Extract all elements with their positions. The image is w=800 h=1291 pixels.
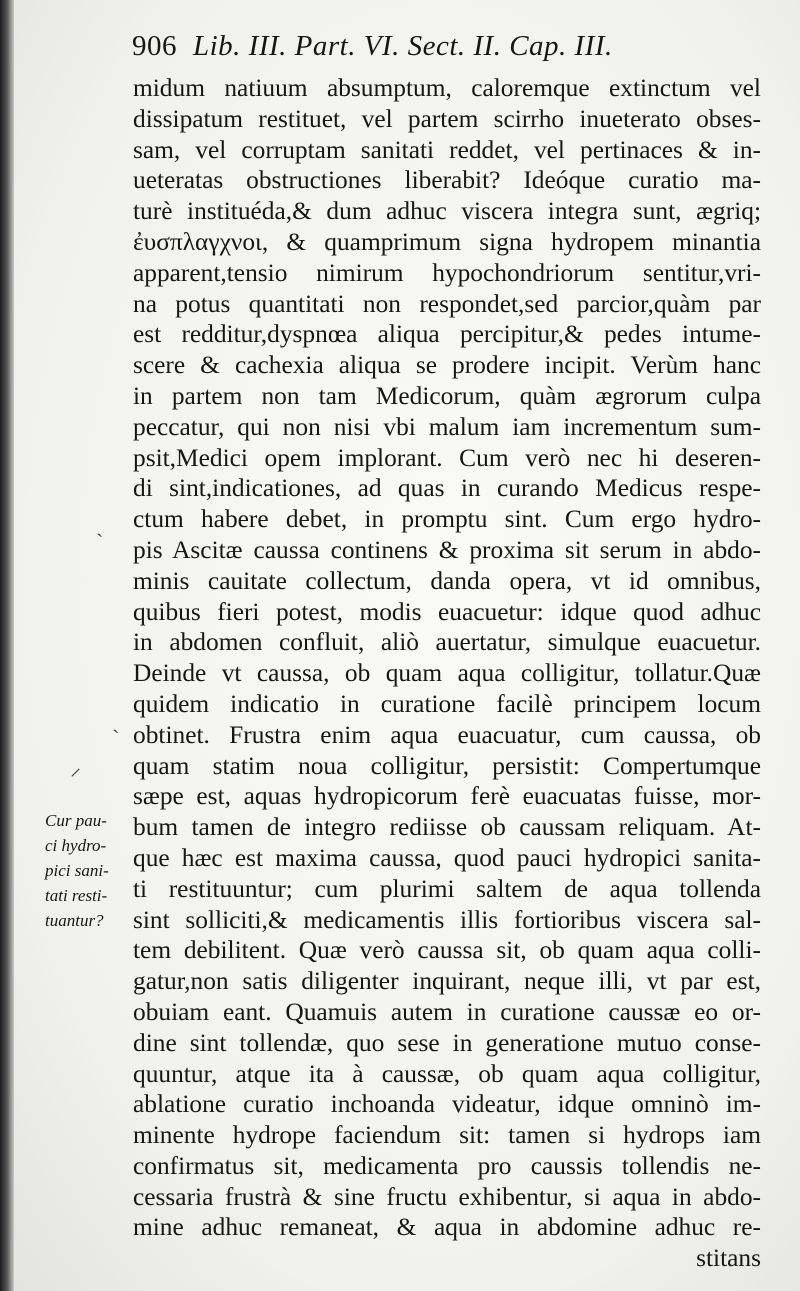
stray-mark: ˏ (112, 708, 120, 733)
margin-note-line: tuantur? (45, 911, 104, 930)
text-line: quibus fieri potest, modis euacuetur: idque quod adhuc (133, 597, 761, 626)
text-line: dine sint tollendæ, quo sese in generatione mutuo conse- (133, 1028, 761, 1057)
text-line: na potus quantitati non respondet,sed parcior,quàm par (133, 289, 761, 318)
text-line: ti restituuntur; cum plurimi saltem de aqua tollenda (133, 874, 761, 903)
text-line: stitans (696, 1244, 761, 1273)
text-line: quuntur, atque ita à caussæ, ob quam aqua colligitur, (133, 1059, 761, 1088)
text-line: scere & cachexia aliqua se prodere incipit. Verùm hanc (133, 351, 761, 380)
stray-mark: ˎ (96, 512, 104, 537)
body-text (133, 73, 761, 1274)
text-line: obuiam eant. Quamuis autem in curatione caussæ eo or- (133, 997, 761, 1026)
text-line: in partem non tam Medicorum, quàm ægrorum culpa (133, 381, 761, 410)
text-line: bum tamen de integro rediisse ob caussam reliquam. At- (133, 813, 761, 842)
margin-note (45, 808, 127, 933)
margin-note-line: tati resti- (45, 886, 108, 905)
text-line: turè instituéda,& dum adhuc viscera integra sunt, ægriq; (133, 197, 761, 226)
text-line: ablatione curatio inchoanda videatur, idque omninò im- (133, 1090, 761, 1119)
text-line: minente hydrope faciendum sit: tamen si hydrops iam (133, 1121, 761, 1150)
text-line: est redditur,dyspnœa aliqua percipitur,& pedes intume- (133, 320, 761, 349)
text-line: sam, vel corruptam sanitati reddet, vel pertinaces & in- (133, 135, 761, 164)
text-line: midum natiuum absumptum, caloremque extinctum vel (133, 74, 761, 102)
text-line: Deinde vt caussa, ob quam aqua colligitur, tollatur.Quæ (133, 659, 761, 688)
text-line: sæpe est, aquas hydropicorum ferè euacuatas fuisse, mor- (133, 782, 761, 811)
binding-gutter-shadow (0, 0, 14, 1291)
text-line: pis Ascitæ caussa continens & proxima sit serum in abdo- (133, 535, 761, 564)
text-line: sint solliciti,& medicamentis illis fortioribus viscera sal- (133, 905, 761, 934)
text-line: ctum habere debet, in promptu sint. Cum ergo hydro- (133, 505, 761, 534)
text-line: tem debilitent. Quæ verò caussa sit, ob quam aqua colli- (133, 936, 761, 965)
text-line: psit,Medici opem implorant. Cum verò nec hi deseren- (133, 443, 761, 472)
text-line: mine adhuc remaneat, & aqua in abdomine adhuc re- (133, 1213, 761, 1242)
running-title: Lib. III. Part. VI. Sect. II. Cap. III. (193, 30, 613, 62)
text-line: gatur,non satis diligenter inquirant, neque illi, vt par est, (133, 967, 761, 996)
text-line: di sint,indicationes, ad quas in curando Medicus respe- (133, 474, 761, 503)
text-line: in abdomen confluit, aliò auertatur, simulque euacuetur. (133, 628, 761, 657)
text-line: minis cauitate collectum, danda opera, vt id omnibus, (133, 566, 761, 595)
text-line: cessaria frustrà & sine fructu exhibentur, si aqua in abdo- (133, 1182, 761, 1211)
text-line: peccatur, qui non nisi vbi malum iam incrementum sum- (133, 412, 761, 441)
text-line: quidem indicatio in curatione facilè principem locum (133, 689, 761, 718)
margin-note-line: ci hydro- (45, 836, 107, 855)
text-line: dissipatum restituet, vel partem scirrho inueterato obses- (133, 104, 761, 133)
text-line: ἐυσπλαγχνοι, & quamprimum signa hydropem minantia (133, 227, 761, 256)
running-header (132, 30, 772, 63)
page-number: 906 (132, 30, 177, 62)
margin-note-line: pici sani- (45, 861, 109, 880)
text-line: apparent,tensio nimirum hypochondriorum sentitur,vri- (133, 258, 761, 287)
text-line: obtinet. Frustra enim aqua euacuatur, cum caussa, ob (133, 720, 761, 749)
text-line: confirmatus sit, medicamenta pro caussis tollendis ne- (133, 1151, 761, 1180)
text-line: que hæc est maxima caussa, quod pauci hydropici sanita- (133, 843, 761, 872)
text-line: quam statim noua colligitur, persistit: Compertumque (133, 751, 761, 780)
text-line: ueteratas obstructiones liberabit? Ideóque curatio ma- (133, 166, 761, 195)
margin-note-line: Cur pau- (45, 811, 107, 830)
stray-mark: ⸝ (70, 755, 82, 780)
